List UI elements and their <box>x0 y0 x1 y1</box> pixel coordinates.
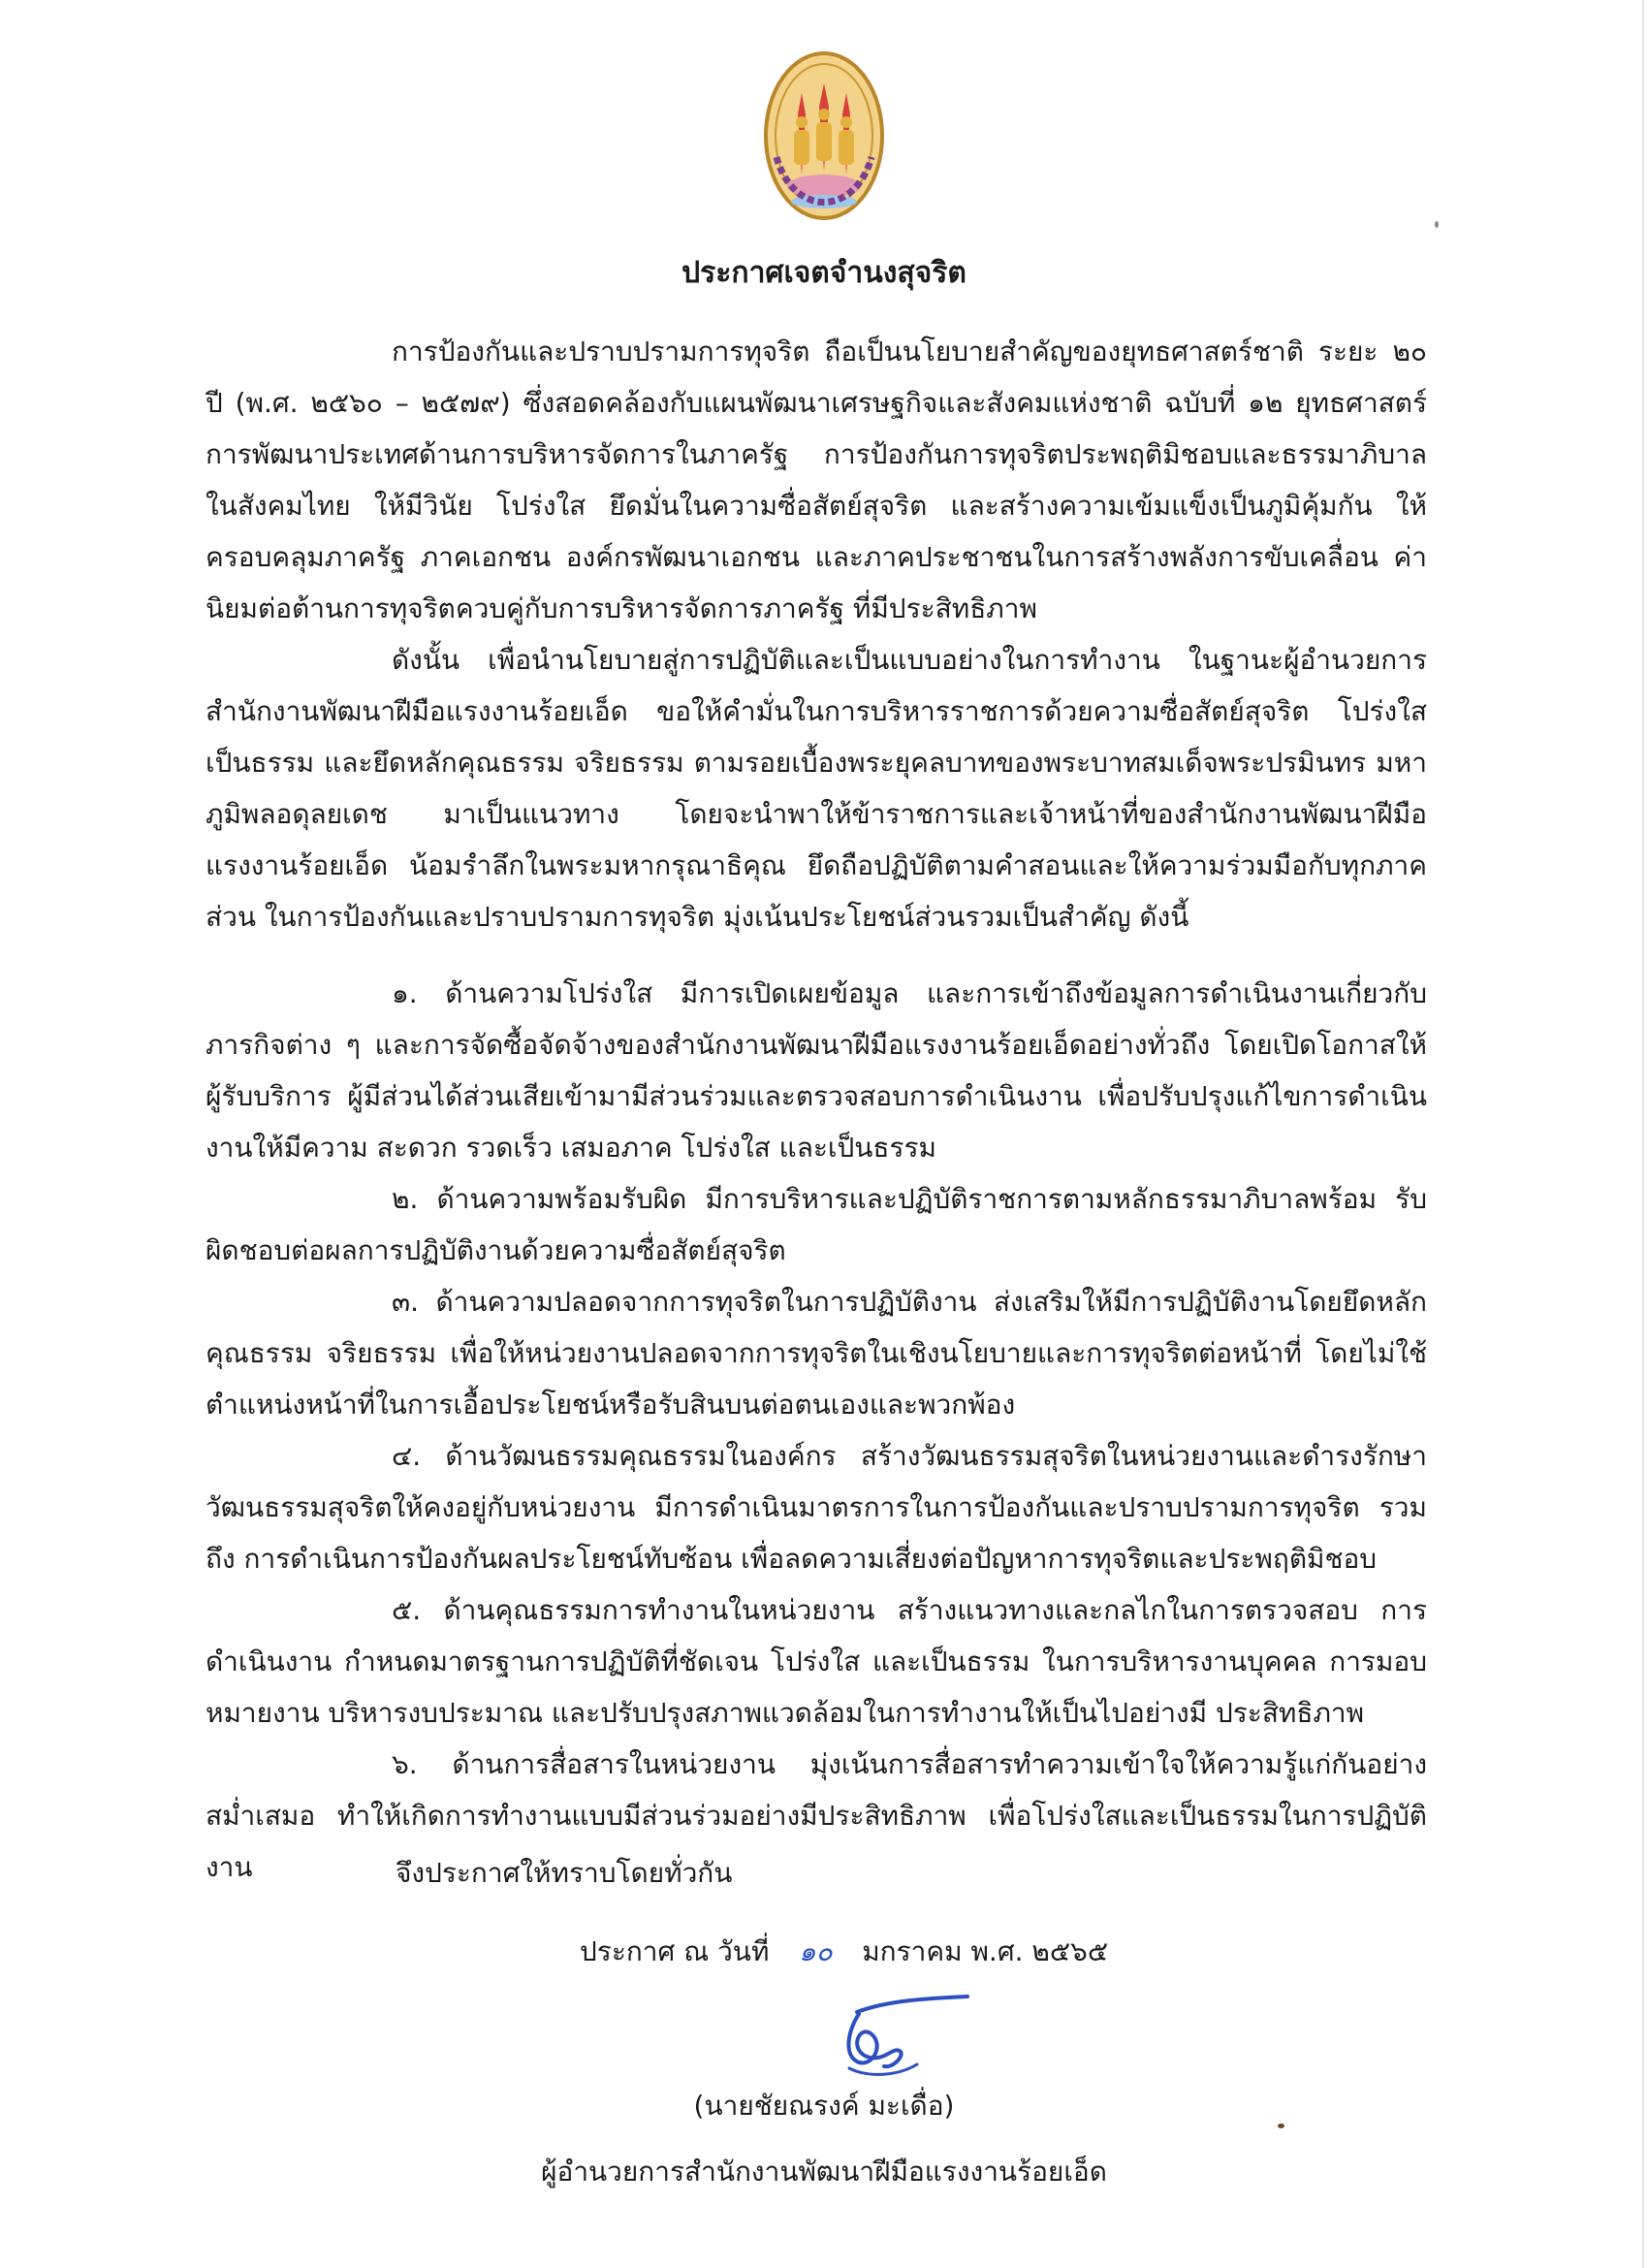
department-seal-icon <box>763 50 885 221</box>
intro-paragraph: การป้องกันและปราบปรามการทุจริต ถือเป็นนโยบายสำคัญของยุทธศาสตร์ชาติ ระยะ ๒๐ ปี (พ.ศ. ๒๕๖๐ – ๒๕๗๙) ซึ่งสอดคล้องกับแผนพัฒนาเศรษฐกิจและสังคมแห่งชาติ ฉบับที่ ๑๒ ยุทธศาสตร์ การพัฒนาประเทศด้านการบริหารจัดการในภาครัฐ การป้องกันการทุจริตประพฤติมิชอบและธรรมาภิบาลในสังคมไทย ให้มีวินัย โปร่งใส ยึดมั่นในความซื่อสัตย์สุจริต และสร้างความเข้มแข็งเป็นภูมิคุ้มกัน ให้ครอบคลุมภาครัฐ ภาคเอกชน องค์กรพัฒนาเอกชน และภาคประชาชนในการสร้างพลังการขับเคลื่อน ค่านิยมต่อต้านการทุจริตควบคู่กับการบริหารจัดการภาครัฐ ที่มีประสิทธิภาพ <box>206 335 1427 624</box>
closing-statement: จึงประกาศให้ทราบโดยทั่วกัน <box>396 1857 733 1889</box>
scan-speck <box>1435 221 1439 228</box>
list-item-accountability: ๒. ด้านความพร้อมรับผิด มีการบริหารและปฏิบัติราชการตามหลักธรรมาภิบาลพร้อม รับผิดชอบต่อผลการปฏิบัติงานด้วยความซื่อสัตย์สุจริต <box>206 1183 1427 1266</box>
scan-edge <box>1642 0 1644 2268</box>
signer-name: (นายชัยณรงค์ มะเดื่อ) <box>693 2090 955 2122</box>
date-prefix: ประกาศ ณ วันที่ <box>580 1935 770 1967</box>
signer-position: ผู้อำนวยการสำนักงานพัฒนาฝีมือแรงงานร้อยเอ็ด <box>541 2156 1107 2188</box>
date-month-year: มกราคม พ.ศ. ๒๕๖๕ <box>862 1935 1109 1967</box>
list-item-integrity-culture: ๔. ด้านวัฒนธรรมคุณธรรมในองค์กร สร้างวัฒนธรรมสุจริตในหน่วยงานและดำรงรักษา วัฒนธรรมสุจริตให้คงอยู่กับหน่วยงาน มีการดำเนินมาตรการในการป้องกันและปราบปรามการทุจริต รวมถึง การดำเนินการป้องกันผลประโยชน์ทับซ้อน เพื่อลดความเสี่ยงต่อปัญหาการทุจริตและประพฤติมิชอบ <box>206 1440 1427 1575</box>
announcement-date <box>580 1933 1108 1971</box>
date-day-handwritten: ๑๐ <box>798 1935 833 1967</box>
list-item-transparency: ๑. ด้านความโปร่งใส มีการเปิดเผยข้อมูล และการเข้าถึงข้อมูลการดำเนินงานเกี่ยวกับภารกิจต่าง ๆ และการจัดซื้อจัดจ้างของสำนักงานพัฒนาฝีมือแรงงานร้อยเอ็ดอย่างทั่วถึง โดยเปิดโอกาสให้ผู้รับบริการ ผู้มีส่วนได้ส่วนเสียเข้ามามีส่วนร่วมและตรวจสอบการดำเนินงาน เพื่อปรับปรุงแก้ไขการดำเนินงานให้มีความ สะดวก รวดเร็ว เสมอภาค โปร่งใส และเป็นธรรม <box>206 977 1427 1164</box>
list-item-corruption-free: ๓. ด้านความปลอดจากการทุจริตในการปฏิบัติงาน ส่งเสริมให้มีการปฏิบัติงานโดยยึดหลัก คุณธรรม จริยธรรม เพื่อให้หน่วยงานปลอดจากการทุจริตในเชิงนโยบายและการทุจริตต่อหน้าที่ โดยไม่ใช้ ตำแหน่งหน้าที่ในการเอื้อประโยชน์หรือรับสินบนต่อตนเองและพวกพ้อง <box>206 1286 1427 1421</box>
scan-speck <box>1278 2124 1284 2128</box>
handwritten-signature-icon <box>791 1993 975 2082</box>
document-body <box>206 326 1427 1893</box>
commitment-paragraph: ดังนั้น เพื่อนำนโยบายสู่การปฏิบัติและเป็นแบบอย่างในการทำงาน ในฐานะผู้อำนวยการ สำนักงานพัฒนาฝีมือแรงงานร้อยเอ็ด ขอให้คำมั่นในการบริหารราชการด้วยความซื่อสัตย์สุจริต โปร่งใส เป็นธรรม และยึดหลักคุณธรรม จริยธรรม ตามรอยเบื้องพระยุคลบาทของพระบาทสมเด็จพระปรมินทร มหาภูมิพลอดุลยเดช มาเป็นแนวทาง โดยจะนำพาให้ข้าราชการและเจ้าหน้าที่ของสำนักงานพัฒนาฝีมือ แรงงานร้อยเอ็ด น้อมรำลึกในพระมหากรุณาธิคุณ ยึดถือปฏิบัติตามคำสอนและให้ความร่วมมือกับทุกภาคส่วน ในการป้องกันและปราบปรามการทุจริต มุ่งเน้นประโยชน์ส่วนรวมเป็นสำคัญ ดังนี้ <box>206 644 1427 933</box>
list-item-communication: ๖. ด้านการสื่อสารในหน่วยงาน มุ่งเน้นการสื่อสารทำความเข้าใจให้ความรู้แก่กันอย่าง สม่ำเสมอ ทำให้เกิดการทำงานแบบมีส่วนร่วมอย่างมีประสิทธิภาพ เพื่อโปร่งใสและเป็นธรรมในการปฏิบัติงาน <box>206 1748 1427 1883</box>
list-item-work-ethics: ๕. ด้านคุณธรรมการทำงานในหน่วยงาน สร้างแนวทางและกลไกในการตรวจสอบ การดำเนินงาน กำหนดมาตรฐานการปฏิบัติที่ชัดเจน โปร่งใส และเป็นธรรม ในการบริหารงานบุคคล การมอบหมายงาน บริหารงบประมาณ และปรับปรุงสภาพแวดล้อมในการทำงานให้เป็นไปอย่างมี ประสิทธิภาพ <box>206 1594 1427 1729</box>
document-title: ประกาศเจตจำนงสุจริต <box>681 256 967 290</box>
